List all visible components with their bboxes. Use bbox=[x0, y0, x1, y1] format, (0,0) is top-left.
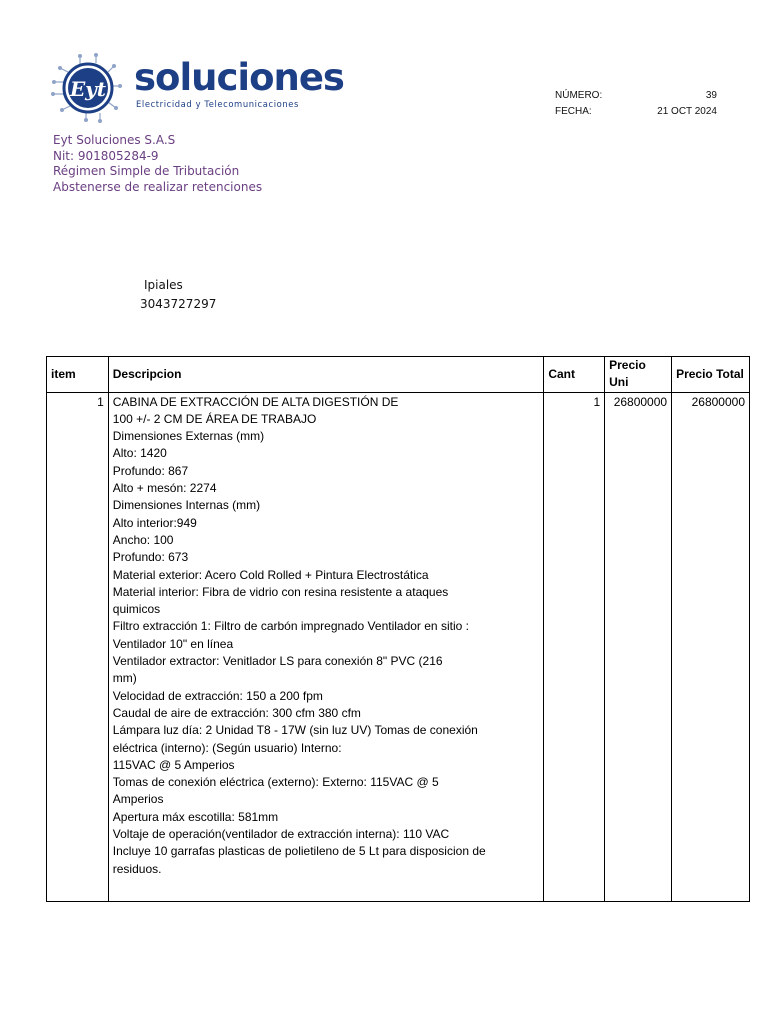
company-logo bbox=[50, 52, 344, 124]
logo-wordmark: soluciones bbox=[134, 56, 344, 99]
svg-text:Eyt: Eyt bbox=[69, 77, 107, 101]
description-line: Lámpara luz día: 2 Unidad T8 - 17W (sin luz UV) Tomas de conexión bbox=[112, 723, 478, 738]
description-line: Profundo: 673 bbox=[112, 550, 189, 565]
description-line: quimicos bbox=[112, 602, 161, 617]
row-cant: 1 bbox=[544, 392, 605, 901]
table-header-row bbox=[47, 357, 750, 393]
fecha-label: FECHA: bbox=[555, 106, 592, 117]
description-line: Ventilador 10" en línea bbox=[112, 636, 234, 651]
description-line: CABINA DE EXTRACCIÓN DE ALTA DIGESTIÓN DE bbox=[112, 394, 399, 409]
description-line: mm) bbox=[112, 671, 137, 686]
description-line: Tomas de conexión eléctrica (externo): Externo: 115VAC @ 5 bbox=[112, 775, 439, 790]
company-regimen: Régimen Simple de Tributación bbox=[53, 164, 240, 178]
description-line: eléctrica (interno): (Según usuario) Interno: bbox=[112, 740, 342, 755]
logo-tagline: Electricidad y Telecomunicaciones bbox=[136, 99, 299, 109]
document-meta bbox=[555, 88, 717, 120]
description-line: Alto + mesón: 2274 bbox=[112, 481, 217, 496]
eyt-emblem-icon bbox=[50, 52, 130, 124]
description-line: 100 +/- 2 CM DE ÁREA DE TRABAJO bbox=[112, 411, 317, 426]
client-info bbox=[140, 276, 216, 314]
description-line: Apertura máx escotilla: 581mm bbox=[112, 809, 279, 824]
description-line: Material interior: Fibra de vidrio con resina resistente a ataques bbox=[112, 584, 449, 599]
company-nit: Nit: 901805284-9 bbox=[53, 148, 159, 163]
company-info bbox=[53, 133, 262, 195]
row-precio-uni: 26800000 bbox=[605, 392, 672, 901]
header-precio-uni: Precio Uni bbox=[605, 357, 672, 393]
header-descripcion: Descripcion bbox=[108, 357, 544, 393]
description-line: residuos. bbox=[112, 861, 162, 876]
description-line: Voltaje de operación(ventilador de extracción interna): 110 VAC bbox=[112, 827, 450, 842]
header-cant: Cant bbox=[544, 357, 605, 393]
row-description bbox=[108, 392, 544, 901]
client-phone: 3043727297 bbox=[140, 297, 217, 311]
description-line: Profundo: 867 bbox=[112, 463, 189, 478]
numero-row bbox=[555, 88, 717, 104]
description-line: 115VAC @ 5 Amperios bbox=[112, 757, 235, 772]
client-city: Ipiales bbox=[144, 278, 183, 292]
row-item: 1 bbox=[47, 392, 109, 901]
description-line: Filtro extracción 1: Filtro de carbón impregnado Ventilador en sitio : bbox=[112, 619, 469, 634]
company-name: Eyt Soluciones S.A.S bbox=[53, 133, 176, 147]
description-line: Velocidad de extracción: 150 a 200 fpm bbox=[112, 688, 323, 703]
fecha-value: 21 OCT 2024 bbox=[657, 106, 717, 117]
description-line: Alto interior:949 bbox=[112, 515, 197, 530]
description-line: Ventilador extractor: Venitlador LS para conexión 8" PVC (216 bbox=[112, 654, 443, 669]
description-line: Caudal de aire de extracción: 300 cfm 380 cfm bbox=[112, 705, 361, 720]
description-line: Dimensiones Externas (mm) bbox=[112, 429, 265, 444]
description-line: Material exterior: Acero Cold Rolled + Pintura Electrostática bbox=[112, 567, 429, 582]
header-item: item bbox=[47, 357, 109, 393]
description-line: Ancho: 100 bbox=[112, 532, 174, 547]
items-table bbox=[46, 356, 750, 902]
row-precio-total: 26800000 bbox=[672, 392, 750, 901]
table-row bbox=[47, 392, 750, 901]
description-line: Amperios bbox=[112, 792, 164, 807]
description-line: Alto: 1420 bbox=[112, 446, 167, 461]
fecha-row bbox=[555, 104, 717, 120]
company-note: Abstenerse de realizar retenciones bbox=[53, 179, 263, 194]
numero-value: 39 bbox=[705, 90, 717, 101]
numero-label: NÚMERO: bbox=[555, 90, 603, 101]
description-line: Dimensiones Internas (mm) bbox=[112, 498, 261, 513]
header-precio-total: Precio Total bbox=[672, 357, 750, 393]
description-line: Incluye 10 garrafas plasticas de polietileno de 5 Lt para disposicion de bbox=[112, 844, 486, 859]
